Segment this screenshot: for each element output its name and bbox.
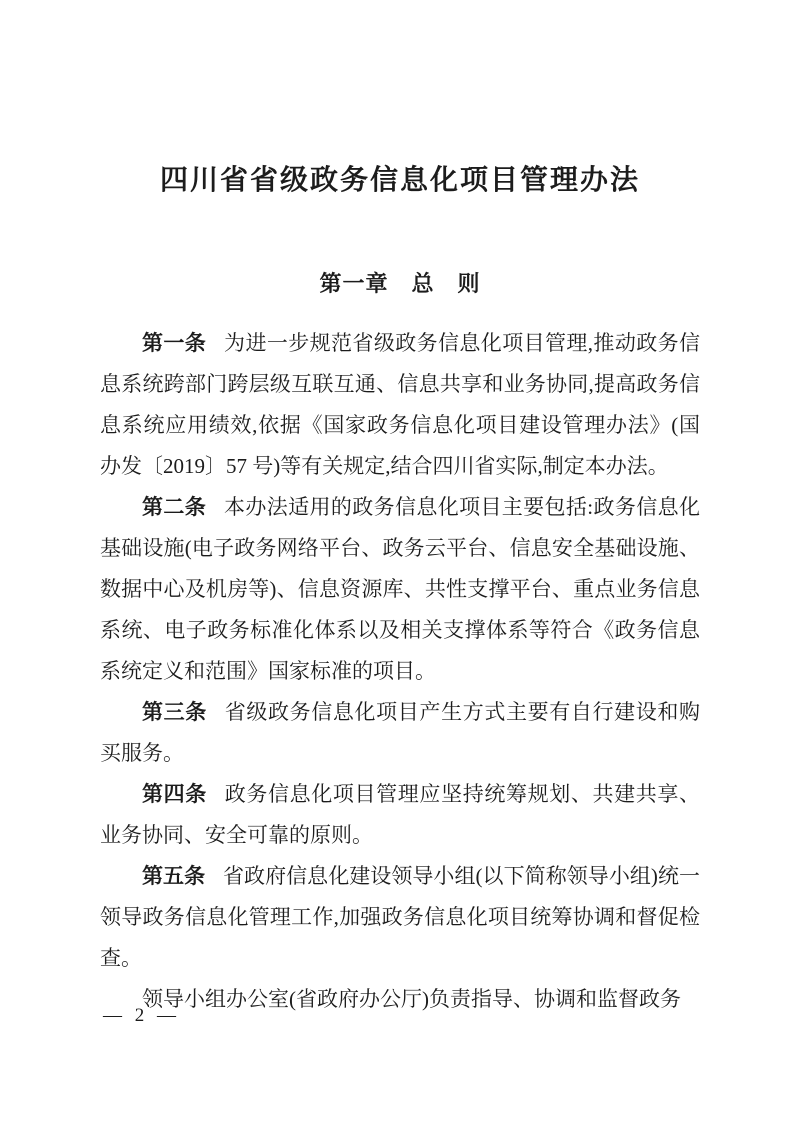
paragraph-text: 省政府信息化建设领导小组(以下简称领导小组)统一领导政务信息化管理工作,加强政务信息化项目统筹协调和督促检查。: [100, 864, 701, 970]
article-label: 第三条: [142, 701, 207, 724]
article-paragraph-1: [100, 323, 700, 487]
article-label: 第二条: [142, 496, 207, 519]
article-paragraph-3: [100, 692, 700, 774]
article-label: 第一条: [142, 332, 207, 355]
paragraph-text: 本办法适用的政务信息化项目主要包括:政务信息化基础设施(电子政务网络平台、政务云平台、信息安全基础设施、数据中心及机房等)、信息资源库、共性支撑平台、重点业务信息系统、电子政务标准化体系以及相关支撑体系等符合《政务信息系统定义和范围》国家标准的项目。: [100, 495, 700, 683]
paragraph-text: 领导小组办公室(省政府办公厅)负责指导、协调和监督政务: [142, 987, 681, 1011]
article-label: 第四条: [142, 783, 207, 806]
chapter-heading: 第一章 总 则: [319, 271, 481, 296]
continuation-paragraph: [100, 979, 700, 1020]
article-paragraph-2: [100, 487, 700, 692]
article-label: 第五条: [142, 865, 206, 888]
paragraph-text: 为进一步规范省级政务信息化项目管理,推动政务信息系统跨部门跨层级互联互通、信息共享和业务协同,提高政务信息系统应用绩效,依据《国家政务信息化项目建设管理办法》(国办发〔2019〕57 号)等有关规定,结合四川省实际,制定本办法。: [100, 331, 701, 478]
paragraph-text: 政务信息化项目管理应坚持统筹规划、共建共享、业务协同、安全可靠的原则。: [100, 782, 701, 847]
page-number: — 2 —: [103, 1005, 180, 1026]
document-body: [100, 323, 700, 1020]
article-paragraph-5: [100, 856, 700, 979]
paragraph-text: 省级政务信息化项目产生方式主要有自行建设和购买服务。: [100, 700, 701, 765]
article-paragraph-4: [100, 774, 700, 856]
document-title: 四川省省级政务信息化项目管理办法: [159, 165, 640, 196]
